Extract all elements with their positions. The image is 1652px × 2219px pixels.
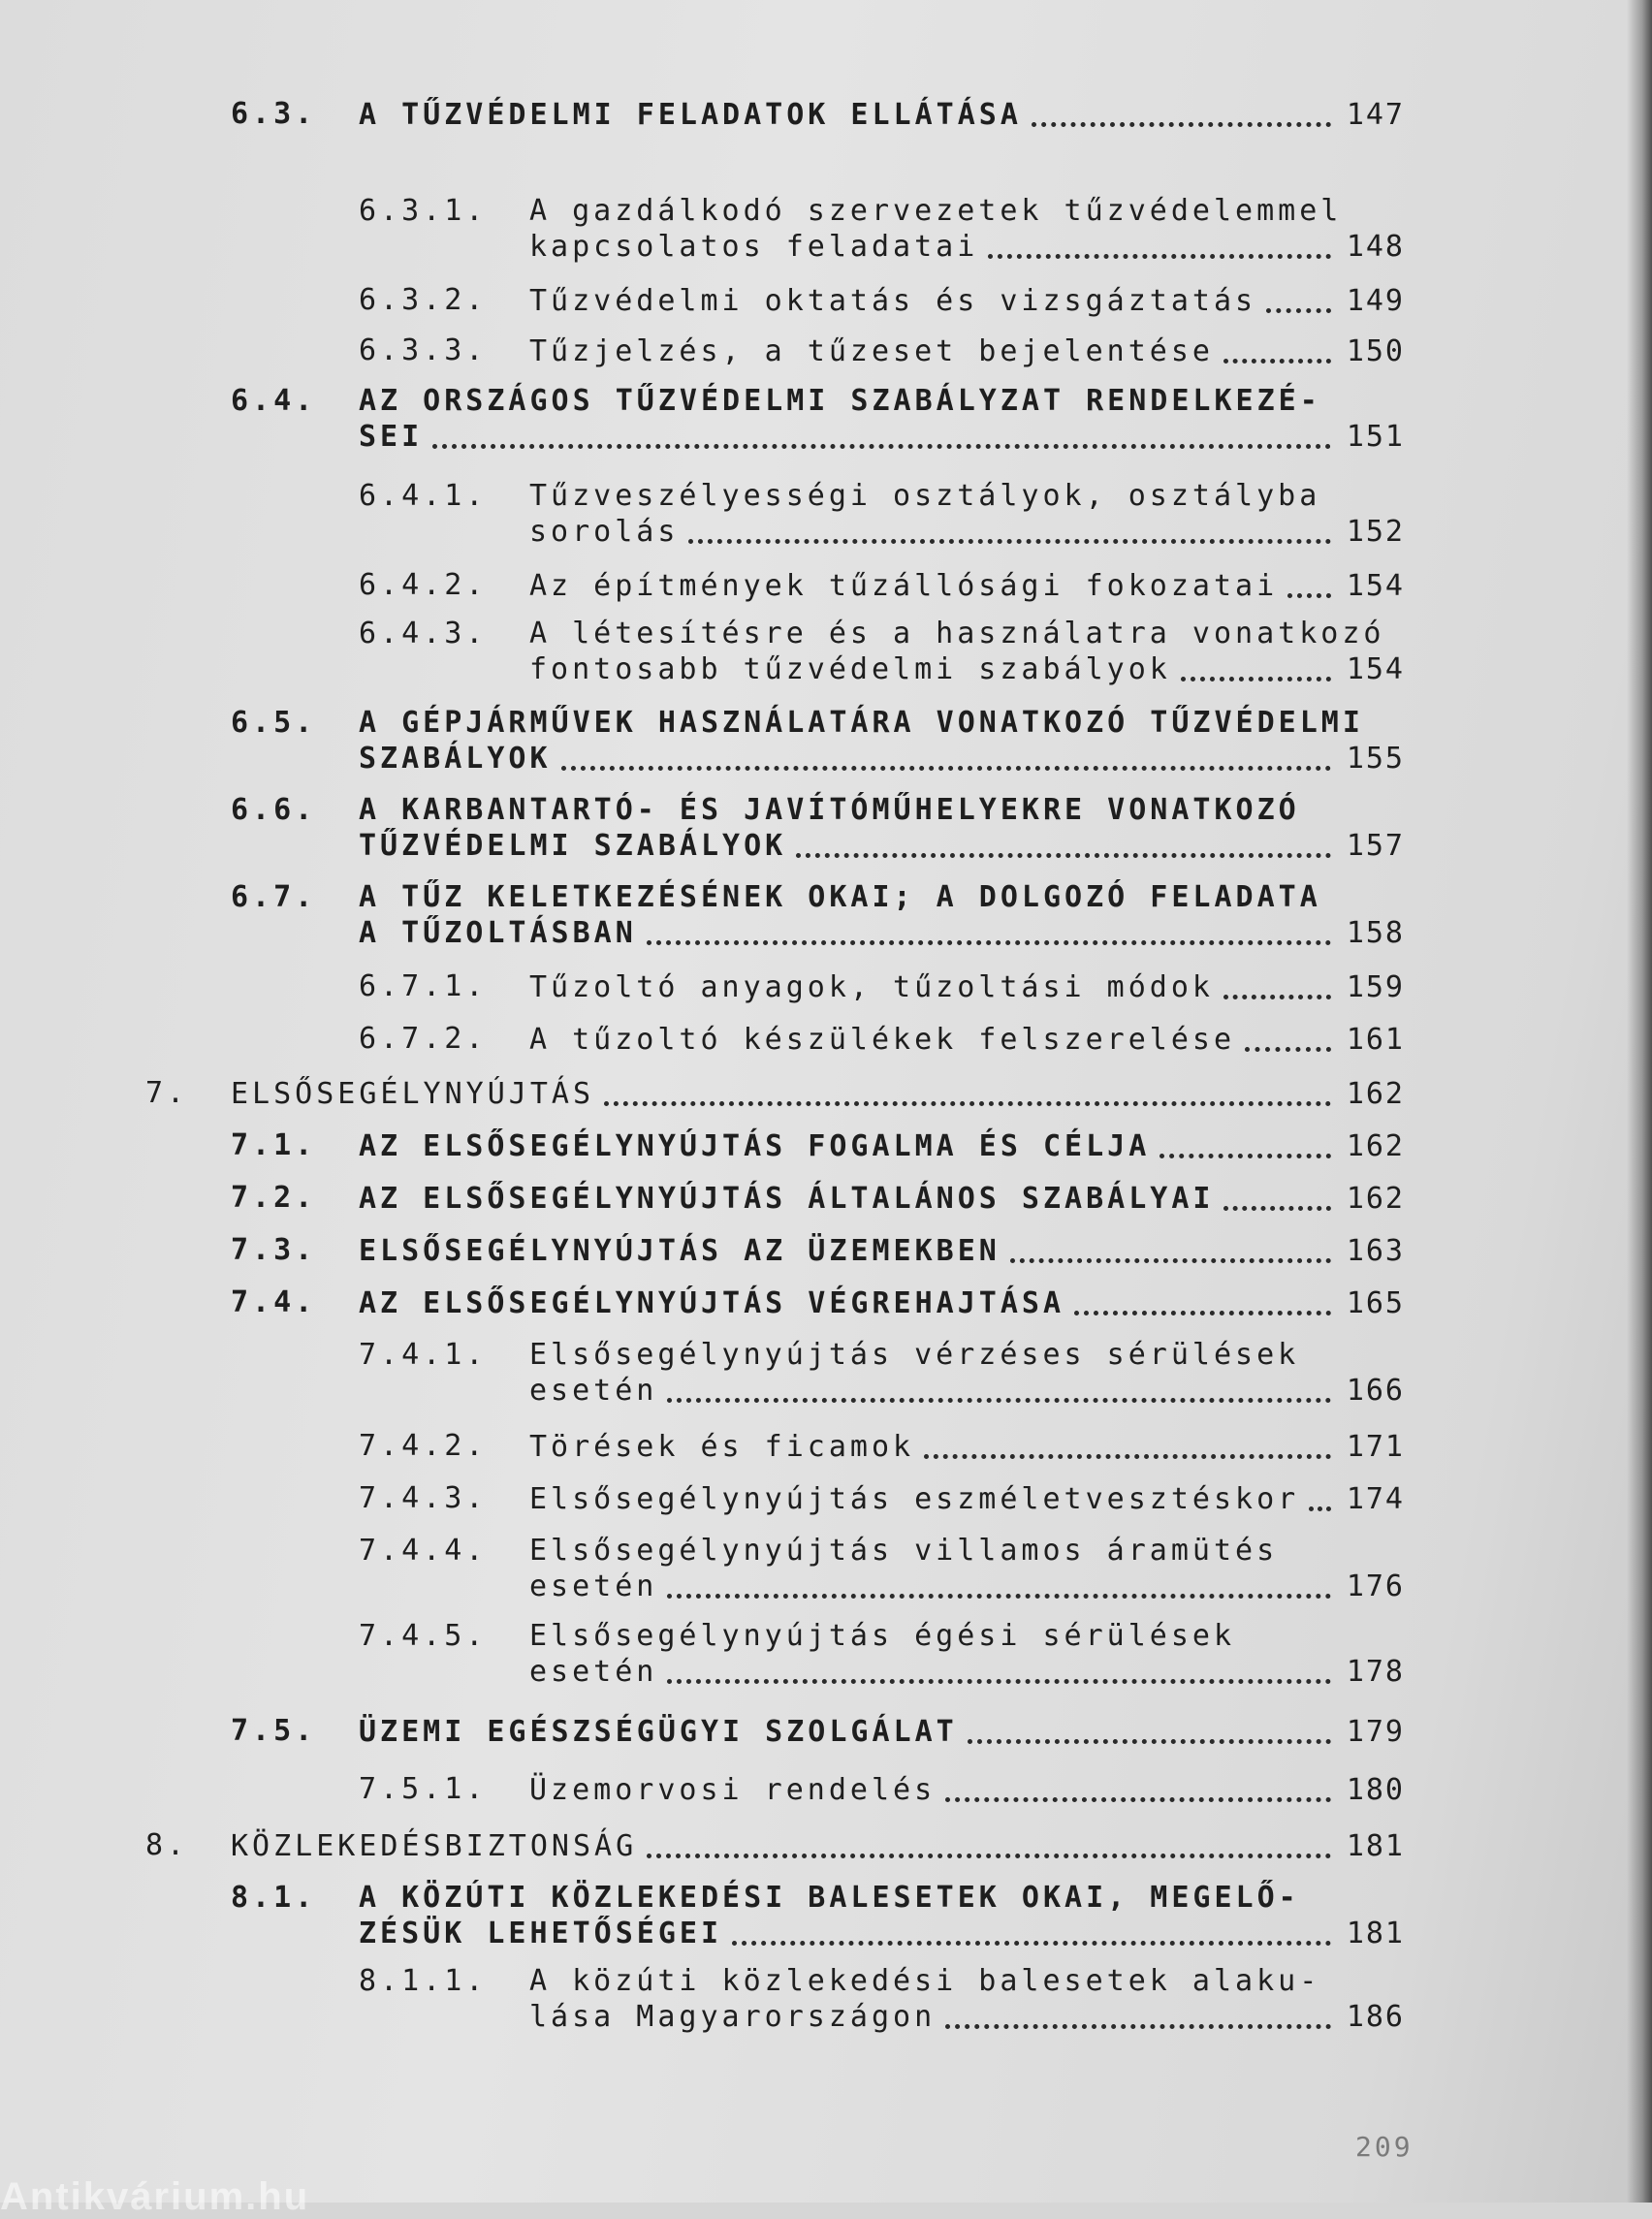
toc-entry-title: Tűzoltó anyagok, tűzoltási módok (529, 970, 1214, 1004)
toc-entry (359, 1022, 1405, 1058)
toc-entry-page: 148 (1346, 230, 1405, 264)
toc-entry-page: 154 (1346, 652, 1405, 686)
toc-entry (359, 1338, 1405, 1409)
toc-entry-number: 7.4.5. (359, 1619, 488, 1653)
toc-entry (359, 1964, 1405, 2035)
toc-entry-title: A közúti közlekedési balesetek alaku- (529, 1964, 1321, 1998)
dot-leader (1010, 1233, 1331, 1263)
toc-entry-title: A KARBANTARTÓ- ÉS JAVÍTÓMŰHELYEKRE VONATKOZÓ (359, 793, 1300, 827)
toc-entry-page: 163 (1346, 1234, 1405, 1268)
toc-entry (359, 1481, 1405, 1517)
dot-leader (1223, 969, 1331, 999)
toc-entry (231, 706, 1405, 777)
toc-entry-title: Tűzvédelmi oktatás és vizsgáztatás (529, 284, 1257, 318)
watermark: Antikvárium.hu (0, 2175, 310, 2218)
dot-leader (1160, 1128, 1331, 1158)
toc-entry-page: 152 (1346, 515, 1405, 549)
toc-entry-title: Elsősegélynyújtás vérzéses sérülések (529, 1338, 1300, 1372)
toc-entry-title: AZ ELSŐSEGÉLYNYÚJTÁS VÉGREHAJTÁSA (359, 1286, 1065, 1320)
toc-entry-title: TŰZVÉDELMI SZABÁLYOK (359, 829, 787, 863)
toc-entry (145, 1076, 1405, 1112)
toc-entry-number: 7.4.2. (359, 1429, 488, 1463)
dot-leader (667, 1373, 1331, 1403)
toc-entry-number: 6.4.3. (359, 617, 488, 650)
toc-entry-title: A TŰZ KELETKEZÉSÉNEK OKAI; A DOLGOZÓ FELADATA (359, 880, 1321, 914)
toc-entry-page: 159 (1346, 970, 1405, 1004)
toc-entry (231, 1128, 1405, 1164)
toc-entry-number: 8.1.1. (359, 1964, 488, 1998)
toc-entry (231, 1181, 1405, 1217)
dot-leader (945, 1772, 1331, 1802)
toc-entry-title: A TŰZOLTÁSBAN (359, 916, 637, 950)
toc-entry-title: ELSŐSEGÉLYNYÚJTÁS (231, 1077, 595, 1111)
toc-entry (359, 1619, 1405, 1690)
toc-entry-page: 162 (1346, 1129, 1405, 1163)
dot-leader (796, 828, 1331, 858)
dot-leader (968, 1714, 1331, 1744)
dot-leader (1074, 1285, 1331, 1316)
toc-entry-title: AZ ELSŐSEGÉLYNYÚJTÁS ÁLTALÁNOS SZABÁLYAI (359, 1182, 1215, 1216)
toc-entry-number: 7.4. (231, 1285, 317, 1319)
toc-entry-number: 7.4.1. (359, 1338, 488, 1372)
dot-leader (1181, 651, 1331, 682)
toc-entry-title: Elsősegélynyújtás eszméletvesztéskor (529, 1482, 1300, 1516)
toc-entry-title: Tűzveszélyességi osztályok, osztályba (529, 479, 1321, 513)
dot-leader (1032, 97, 1331, 127)
toc-entry-title: A tűzoltó készülékek felszerelése (529, 1023, 1236, 1057)
toc-entry-number: 7.5. (231, 1714, 317, 1748)
toc-entry (231, 384, 1405, 455)
toc-entry-title: A TŰZVÉDELMI FELADATOK ELLÁTÁSA (359, 98, 1022, 132)
toc-entry-number: 6.4.2. (359, 568, 488, 602)
dot-leader (604, 1076, 1331, 1106)
toc-entry-title: ELSŐSEGÉLYNYÚJTÁS AZ ÜZEMEKBEN (359, 1234, 1001, 1268)
toc-entry-number: 6.4. (231, 384, 317, 418)
toc-entry-page: 147 (1346, 98, 1405, 132)
toc-entry-title: lása Magyarországon (529, 2000, 937, 2034)
toc-entry-title: ÜZEMI EGÉSZSÉGÜGYI SZOLGÁLAT (359, 1715, 958, 1749)
toc-entry (231, 793, 1405, 864)
toc-entry-page: 155 (1346, 742, 1405, 776)
toc-entry-page: 166 (1346, 1374, 1405, 1408)
dot-leader (1245, 1022, 1331, 1052)
toc-entry-title: ZÉSÜK LEHETŐSÉGEI (359, 1917, 723, 1950)
toc-entry-title: SZABÁLYOK (359, 742, 552, 776)
toc-entry-title: AZ ELSŐSEGÉLYNYÚJTÁS FOGALMA ÉS CÉLJA (359, 1129, 1151, 1163)
toc-entry (359, 969, 1405, 1005)
toc-entry (359, 333, 1405, 369)
toc-entry-number: 7.4.3. (359, 1481, 488, 1515)
dot-leader (1223, 1181, 1331, 1211)
toc-entry-title: A létesítésre és a használatra vonatkozó (529, 617, 1385, 650)
toc-entry-number: 6.4.1. (359, 479, 488, 513)
toc-entry-number: 8. (145, 1828, 189, 1862)
toc-entry-title: Az építmények tűzállósági fokozatai (529, 569, 1279, 603)
toc-entry-title: Törések és ficamok (529, 1430, 915, 1464)
toc-entry-page: 162 (1346, 1077, 1405, 1111)
toc-entry-page: 162 (1346, 1182, 1405, 1216)
toc-entry-number: 6.7.2. (359, 1022, 488, 1056)
toc-entry-title: SEI (359, 420, 424, 454)
toc-entry-number: 6.3.2. (359, 283, 488, 317)
toc-entry-number: 7.4.4. (359, 1534, 488, 1568)
toc-entry-number: 8.1. (231, 1881, 317, 1915)
toc-entry-title: fontosabb tűzvédelmi szabályok (529, 652, 1171, 686)
toc-entry-page: 154 (1346, 569, 1405, 603)
toc-entry-title: Elsősegélynyújtás égési sérülések (529, 1619, 1236, 1653)
dot-leader (561, 741, 1331, 771)
toc-entry-title: esetén (529, 1655, 658, 1689)
toc-entry-title: A gazdálkodó szervezetek tűzvédelemmel (529, 194, 1343, 228)
dot-leader (924, 1429, 1331, 1459)
toc-entry-title: esetén (529, 1569, 658, 1603)
toc-entry (231, 1714, 1405, 1750)
toc-entry-title: sorolás (529, 515, 680, 549)
toc-entry (359, 479, 1405, 550)
toc-entry-page: 151 (1346, 420, 1405, 454)
toc-entry-number: 7. (145, 1076, 189, 1110)
toc-entry (359, 1534, 1405, 1604)
dot-leader (945, 1999, 1331, 2029)
dot-leader (647, 1828, 1331, 1858)
dot-leader (1309, 1481, 1331, 1511)
dot-leader (1223, 333, 1331, 364)
toc-entry-number: 6.5. (231, 706, 317, 740)
toc-entry-number: 6.7. (231, 880, 317, 914)
dot-leader (667, 1569, 1331, 1599)
toc-entry-page: 171 (1346, 1430, 1405, 1464)
toc-entry-title: AZ ORSZÁGOS TŰZVÉDELMI SZABÁLYZAT RENDELKEZÉ- (359, 384, 1321, 418)
toc-entry-page: 181 (1346, 1829, 1405, 1863)
toc-entry-number: 6.3.1. (359, 194, 488, 228)
toc-entry-number: 6.3. (231, 97, 317, 131)
toc-entry-number: 7.3. (231, 1233, 317, 1267)
toc-entry-page: 178 (1346, 1655, 1405, 1689)
toc-entry-page: 181 (1346, 1917, 1405, 1950)
toc-entry (359, 617, 1405, 687)
toc-entry (145, 1828, 1405, 1864)
dot-leader (1287, 568, 1331, 598)
toc-entry-page: 149 (1346, 284, 1405, 318)
toc-entry (231, 97, 1405, 133)
toc-entry (359, 1772, 1405, 1808)
toc-entry-page: 165 (1346, 1286, 1405, 1320)
dot-leader (732, 1916, 1331, 1946)
toc-entry (359, 568, 1405, 604)
toc-entry-title: kapcsolatos feladatai (529, 230, 979, 264)
toc-entry-number: 7.2. (231, 1181, 317, 1215)
toc-entry-title: A GÉPJÁRMŰVEK HASZNÁLATÁRA VONATKOZÓ TŰZVÉDELMI (359, 706, 1364, 740)
toc-entry-number: 6.3.3. (359, 333, 488, 367)
toc-entry (359, 194, 1405, 265)
toc-entry-page: 180 (1346, 1773, 1405, 1807)
dot-leader (988, 229, 1331, 259)
toc-entry-page: 179 (1346, 1715, 1405, 1749)
dot-leader (432, 419, 1331, 449)
toc-entry-title: Elsősegélynyújtás villamos áramütés (529, 1534, 1279, 1568)
toc-entry-page: 158 (1346, 916, 1405, 950)
toc-entry-page: 150 (1346, 334, 1405, 368)
page-number: 209 (1355, 2131, 1414, 2163)
toc-entry-page: 157 (1346, 829, 1405, 863)
toc-entry-title: KÖZLEKEDÉSBIZTONSÁG (231, 1829, 638, 1863)
toc-entry-number: 7.5.1. (359, 1772, 488, 1806)
toc-entry-title: Tűzjelzés, a tűzeset bejelentése (529, 334, 1214, 368)
toc-entry (231, 1285, 1405, 1321)
dot-leader (1266, 283, 1331, 313)
toc-entry (231, 880, 1405, 951)
toc-entry-number: 6.7.1. (359, 969, 488, 1003)
toc-entry (359, 283, 1405, 319)
toc-entry-number: 7.1. (231, 1128, 317, 1162)
toc-entry (359, 1429, 1405, 1465)
toc-entry-number: 6.6. (231, 793, 317, 827)
toc-entry-title: esetén (529, 1374, 658, 1408)
toc-entry-title: Üzemorvosi rendelés (529, 1773, 937, 1807)
dot-leader (688, 514, 1331, 544)
toc-entry-page: 176 (1346, 1569, 1405, 1603)
toc-entry (231, 1881, 1405, 1951)
toc-entry (231, 1233, 1405, 1269)
dot-leader (667, 1654, 1331, 1684)
toc-entry-page: 186 (1346, 2000, 1405, 2034)
toc-entry-page: 174 (1346, 1482, 1405, 1516)
dot-leader (647, 915, 1331, 945)
toc-entry-page: 161 (1346, 1023, 1405, 1057)
toc-entry-title: A KÖZÚTI KÖZLEKEDÉSI BALESETEK OKAI, MEGELŐ- (359, 1881, 1300, 1915)
